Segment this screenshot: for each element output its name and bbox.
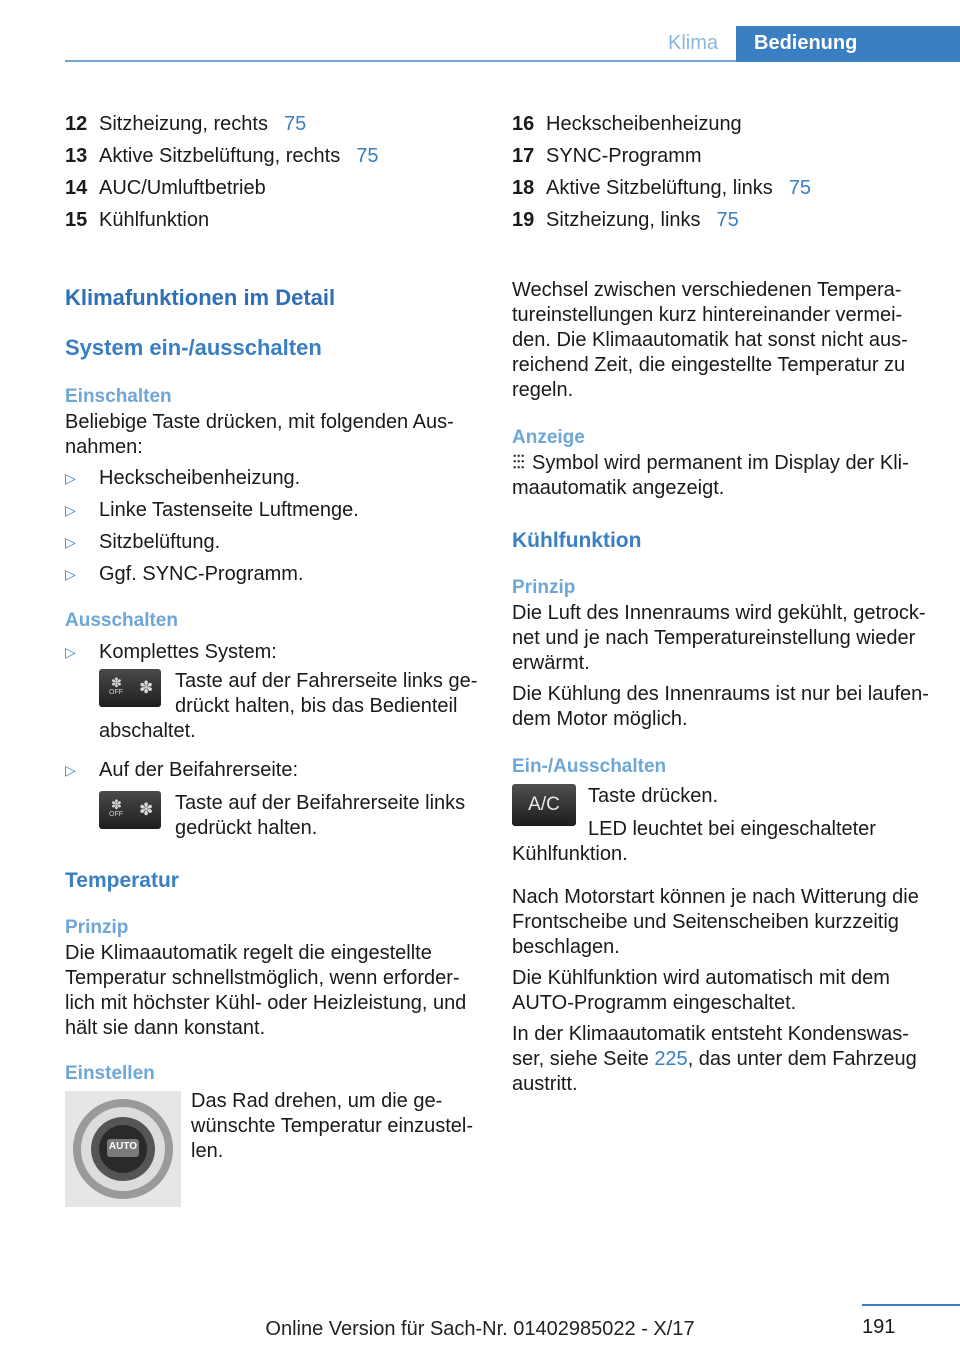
heading-system: System ein-/ausschalten [65,335,322,360]
legend-item [65,204,485,236]
legend-item [65,108,485,140]
legend-number: 19 [512,209,535,231]
legend-page-link[interactable]: 75 [356,145,379,167]
fan-off-key-image: ✽ OFF ✽ [99,791,161,829]
legend-number: 17 [512,145,535,167]
temperature-knob-image [65,1091,181,1207]
fan-small-icon: ✽ [111,797,122,812]
text-beifahrer: Taste auf der Beifahrerseite links gedrückt halten. [175,792,466,839]
text-komplett-end: abschaltet. [99,720,196,742]
ac-key-image: A/C [512,784,576,826]
knob-auto-label: AUTO [108,1141,138,1152]
right-column [512,108,932,1097]
bullet-marker: ▷ [65,534,76,550]
heading-klimafunktionen: Klimafunktionen im Detail [65,285,336,310]
header-chapter[interactable]: Bedienung [736,26,960,62]
heading-temperatur: Temperatur [65,869,179,892]
page-number: 191 [862,1316,896,1338]
text-kondenswasser: In der Klimaautomatik entsteht Kondenswas-ser, siehe Seite 225, das unter dem Fahrzeug austritt. [512,1023,917,1095]
bullet-text: Linke Tastenseite Luftmenge. [99,499,359,521]
legend-text: Heckscheibenheizung [546,113,742,135]
bullet-text: Heckscheibenheizung. [99,467,301,489]
legend-number: 13 [65,145,88,167]
bullet-marker: ▷ [65,470,76,486]
legend-page-link[interactable]: 75 [283,113,307,135]
heading-einstellen: Einstellen [65,1063,155,1084]
heading-prinzip-kuehl: Prinzip [512,577,576,598]
fan-small-icon: ✽ [111,675,122,690]
heading-anzeige: Anzeige [512,427,585,448]
bullet-list-einschalten [65,466,485,587]
bullet-item [65,530,485,555]
page-link-225[interactable]: 225 [654,1048,688,1070]
bullet-text: Sitzbelüftung. [99,531,221,553]
legend-number: 14 [65,177,88,199]
heading-kuehlfunktion: Kühlfunktion [512,529,642,552]
footer-online-version: Online Version für Sach-Nr. 01402985022 - X/17 [265,1318,695,1340]
heading-einschalten: Einschalten [65,386,172,407]
text-prinzip-kuehl-2: Die Kühlung des Innenraums ist nur bei laufen-dem Motor möglich. [512,683,929,730]
legend-right [512,108,932,236]
bullet-item [65,562,485,587]
bullet-marker: ▷ [65,502,76,518]
footer-rule [862,1304,960,1306]
fan-large-icon: ✽ [139,678,154,697]
bullet-text: Ggf. SYNC-Programm. [99,563,304,585]
legend-left [65,108,485,236]
legend-item [65,140,485,172]
legend-text: Sitzheizung, rechts [99,113,268,135]
legend-item [65,172,485,204]
fan-off-key-image: ✽ OFF ✽ [99,669,161,707]
text-einschalten: Beliebige Taste drücken, mit folgenden Aus-nahmen: [65,411,454,458]
bullet-marker: ▷ [65,644,76,660]
header-section[interactable]: Klima [667,32,718,54]
text-wechsel: Wechsel zwischen verschiedenen Tempera-tureinstellungen kurz hintereinander vermei-den. Die Klimaautomatik hat sonst nicht aus-reichend Zeit, die eingestellte Temperatur zu regeln. [512,279,908,401]
legend-number: 18 [512,177,535,199]
fan-large-icon: ✽ [139,800,154,819]
legend-item [512,108,932,140]
legend-text: Kühlfunktion [99,209,210,231]
legend-number: 16 [512,113,535,135]
text-einstellen: Das Rad drehen, um die ge-wünschte Temperatur einzustel-len. [191,1090,473,1162]
text-anzeige: ⫶⫶⫶ Symbol wird permanent im Display der Kli-maautomatik angezeigt. [512,452,909,499]
text-led: LED leuchtet bei eingeschalteter [588,818,876,840]
legend-text: Aktive Sitzbelüftung, rechts [99,145,341,167]
heading-prinzip-temp: Prinzip [65,917,129,938]
legend-item [512,204,932,236]
legend-text: Aktive Sitzbelüftung, links [546,177,773,199]
bullet-item [65,498,485,523]
bullet-komplett: ▷ Komplettes System: [65,641,277,663]
legend-page-link[interactable]: 75 [716,209,739,231]
legend-number: 15 [65,209,88,231]
bullet-marker: ▷ [65,762,76,778]
text-komplett: Taste auf der Fahrerseite links ge-drückt halten, bis das Bedienteil [175,670,478,717]
legend-item [512,172,932,204]
legend-text: AUC/Umluftbetrieb [99,177,266,199]
bullet-item [65,466,485,491]
bullet-beifahrer: ▷ Auf der Beifahrerseite: [65,759,298,781]
bullet-marker: ▷ [65,566,76,582]
left-column [65,108,485,1207]
text-auto-programm: Die Kühlfunktion wird automatisch mit dem AUTO-Programm eingeschaltet. [512,967,890,1014]
text-prinzip-temp: Die Klimaautomatik regelt die eingestellte Temperatur schnellstmöglich, wenn erforder-lich mit höchster Kühl- oder Heizleistung, und hält sie dann konstant. [65,942,467,1039]
text-prinzip-kuehl-1: Die Luft des Innenraums wird gekühlt, getrock-net und je nach Temperatureinstellung wieder erwärmt. [512,602,926,674]
legend-page-link[interactable]: 75 [788,177,812,199]
legend-text: Sitzheizung, links [546,209,701,231]
legend-number: 12 [65,113,88,135]
legend-item [512,140,932,172]
heated-rear-window-icon: ⫶⫶⫶ [512,452,524,474]
heading-ausschalten: Ausschalten [65,610,178,631]
text-motorstart: Nach Motorstart können je nach Witterung die Frontscheibe und Seitenscheiben kurzzeitig beschlagen. [512,886,919,958]
heading-ein-aus: Ein-/Ausschalten [512,756,667,777]
text-taste: Taste drücken. [588,785,719,807]
text-led-end: Kühlfunktion. [512,843,628,865]
legend-text: SYNC-Programm [546,145,702,167]
